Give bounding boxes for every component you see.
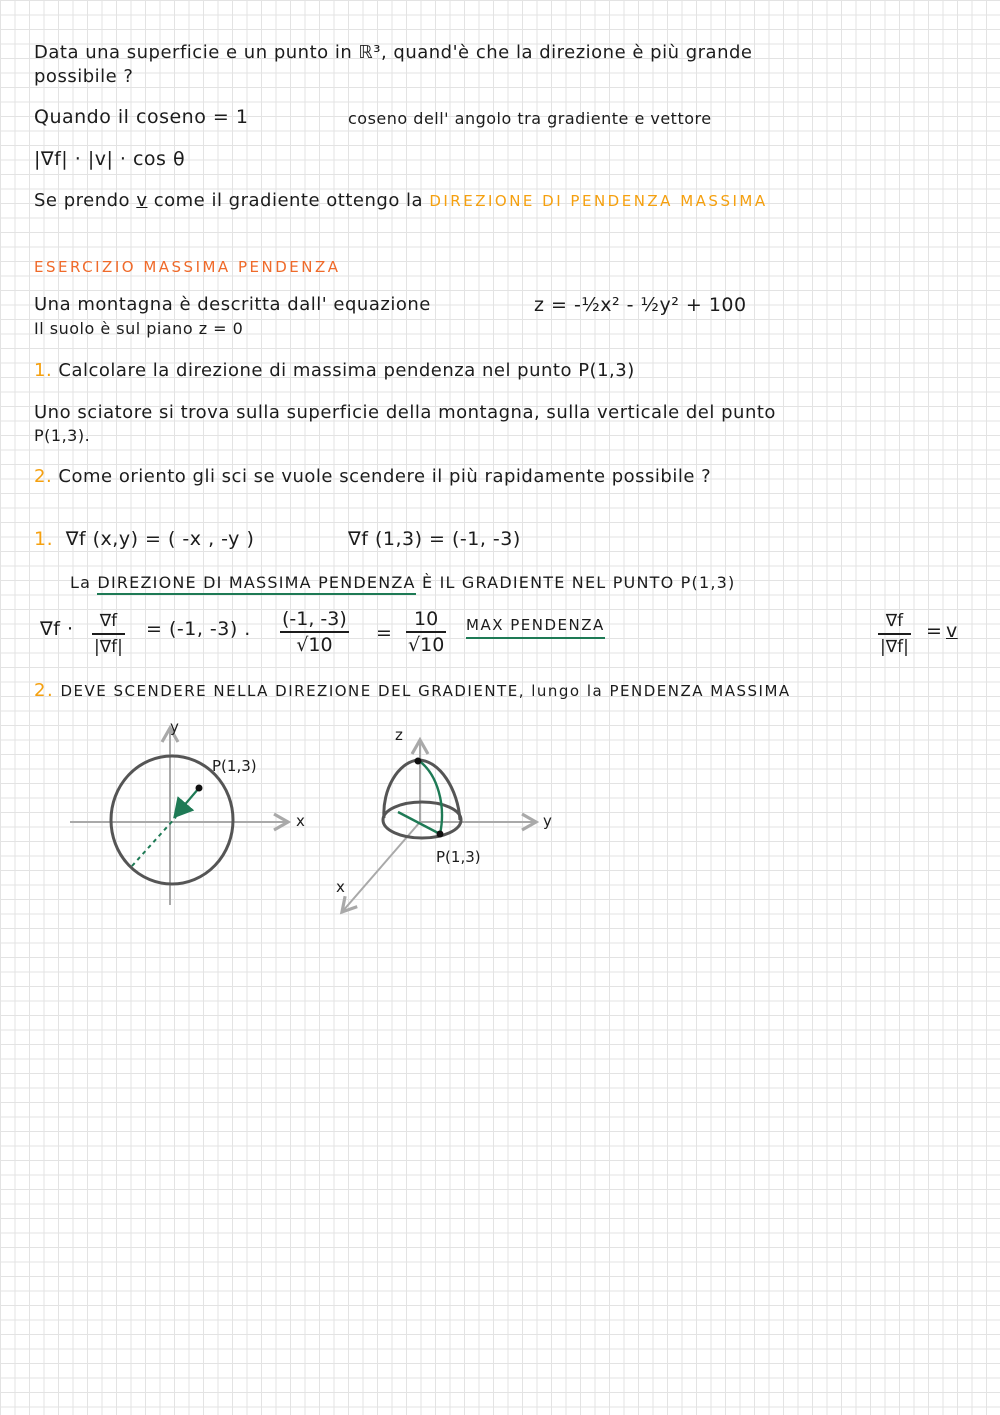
intro-question-line2: possibile ? — [34, 66, 134, 87]
sketch3d-y-label: y — [543, 812, 552, 830]
dir-pre: La — [70, 573, 92, 592]
level-circle — [111, 756, 233, 884]
exercise-title: ESERCIZIO MASSIMA PENDENZA — [34, 258, 341, 276]
dot-lhs: ∇f · — [40, 618, 74, 640]
s2-text: DEVE SCENDERE NELLA DIREZIONE DEL GRADIENTE, lungo la PENDENZA MASSIMA — [60, 682, 791, 700]
s1-number: 1. — [34, 528, 54, 550]
summit-point — [415, 758, 422, 765]
q1-number: 1. — [34, 360, 53, 381]
gradient-mid: come il gradiente ottengo la — [153, 190, 424, 211]
sketch2d-x-label: x — [296, 812, 305, 830]
skier-line2: P(1,3). — [34, 426, 91, 445]
dir-highlight: DIREZIONE DI MASSIMA PENDENZA — [97, 573, 415, 595]
point-p-2d — [196, 785, 203, 792]
point-p-3d — [437, 831, 444, 838]
frac4-eq: = — [926, 620, 943, 642]
sketch3d-z-label: z — [395, 726, 403, 744]
max-pendenza-label: MAX PENDENZA — [466, 614, 605, 639]
grad-point: ∇f (1,3) = (-1, -3) — [348, 528, 521, 550]
sketch2d-y-label: y — [170, 718, 179, 736]
frac2-num: (-1, -3) — [282, 608, 347, 630]
intro-answer-a: Quando il coseno = 1 — [34, 106, 249, 128]
sketch3d-point-label: P(1,3) — [436, 848, 481, 866]
exercise-equation: z = -½x² - ½y² + 100 — [534, 294, 747, 316]
s2-number: 2. — [34, 680, 55, 701]
frac2-den: √10 — [296, 634, 333, 656]
frac3-den: √10 — [408, 634, 445, 656]
frac4-num: ∇f — [885, 611, 904, 631]
skier-line1: Uno sciatore si trova sulla superficie della montagna, sulla verticale del punto — [34, 402, 776, 423]
mountain-dome — [384, 760, 460, 820]
sketch2d-point-label: P(1,3) — [212, 757, 257, 775]
intro-formula: |∇f| · |v| · cos θ — [34, 148, 186, 170]
sketch-3d — [342, 740, 536, 912]
exercise-desc-line1: Una montagna è descritta dall' equazione — [34, 294, 431, 315]
dot-eq: = (-1, -3) . — [146, 618, 251, 640]
sketch-2d — [70, 728, 288, 905]
frac4-v: v — [946, 620, 958, 642]
mountain-base — [383, 802, 461, 838]
frac1-den: |∇f| — [94, 637, 123, 657]
intro-question-line1: Data una superficie e un punto in ℝ³, quand'è che la direzione è più grande — [34, 42, 753, 63]
q1-text: Calcolare la direzione di massima pendenza nel punto P(1,3) — [58, 360, 635, 381]
dir-post: È IL GRADIENTE NEL PUNTO P(1,3) — [422, 573, 736, 592]
gradient-pre: Se prendo — [34, 190, 131, 211]
eq-sign: = — [376, 622, 393, 644]
gradient-arrow — [176, 788, 199, 815]
gradient-highlight: DIREZIONE DI PENDENZA MASSIMA — [429, 192, 768, 210]
frac4-den: |∇f| — [880, 637, 909, 657]
q2-number: 2. — [34, 466, 53, 487]
frac1-num: ∇f — [99, 611, 118, 631]
grad-general: ∇f (x,y) = ( -x , -y ) — [65, 528, 255, 550]
frac3-num: 10 — [414, 608, 439, 630]
exercise-desc-line2: Il suolo è sul piano z = 0 — [34, 319, 244, 338]
gradient-v: v — [136, 190, 148, 211]
sketch3d-x-label: x — [336, 878, 345, 896]
q2-text: Come oriento gli sci se vuole scendere il più rapidamente possibile ? — [58, 466, 712, 487]
intro-answer-b: coseno dell' angolo tra gradiente e vettore — [348, 109, 712, 128]
